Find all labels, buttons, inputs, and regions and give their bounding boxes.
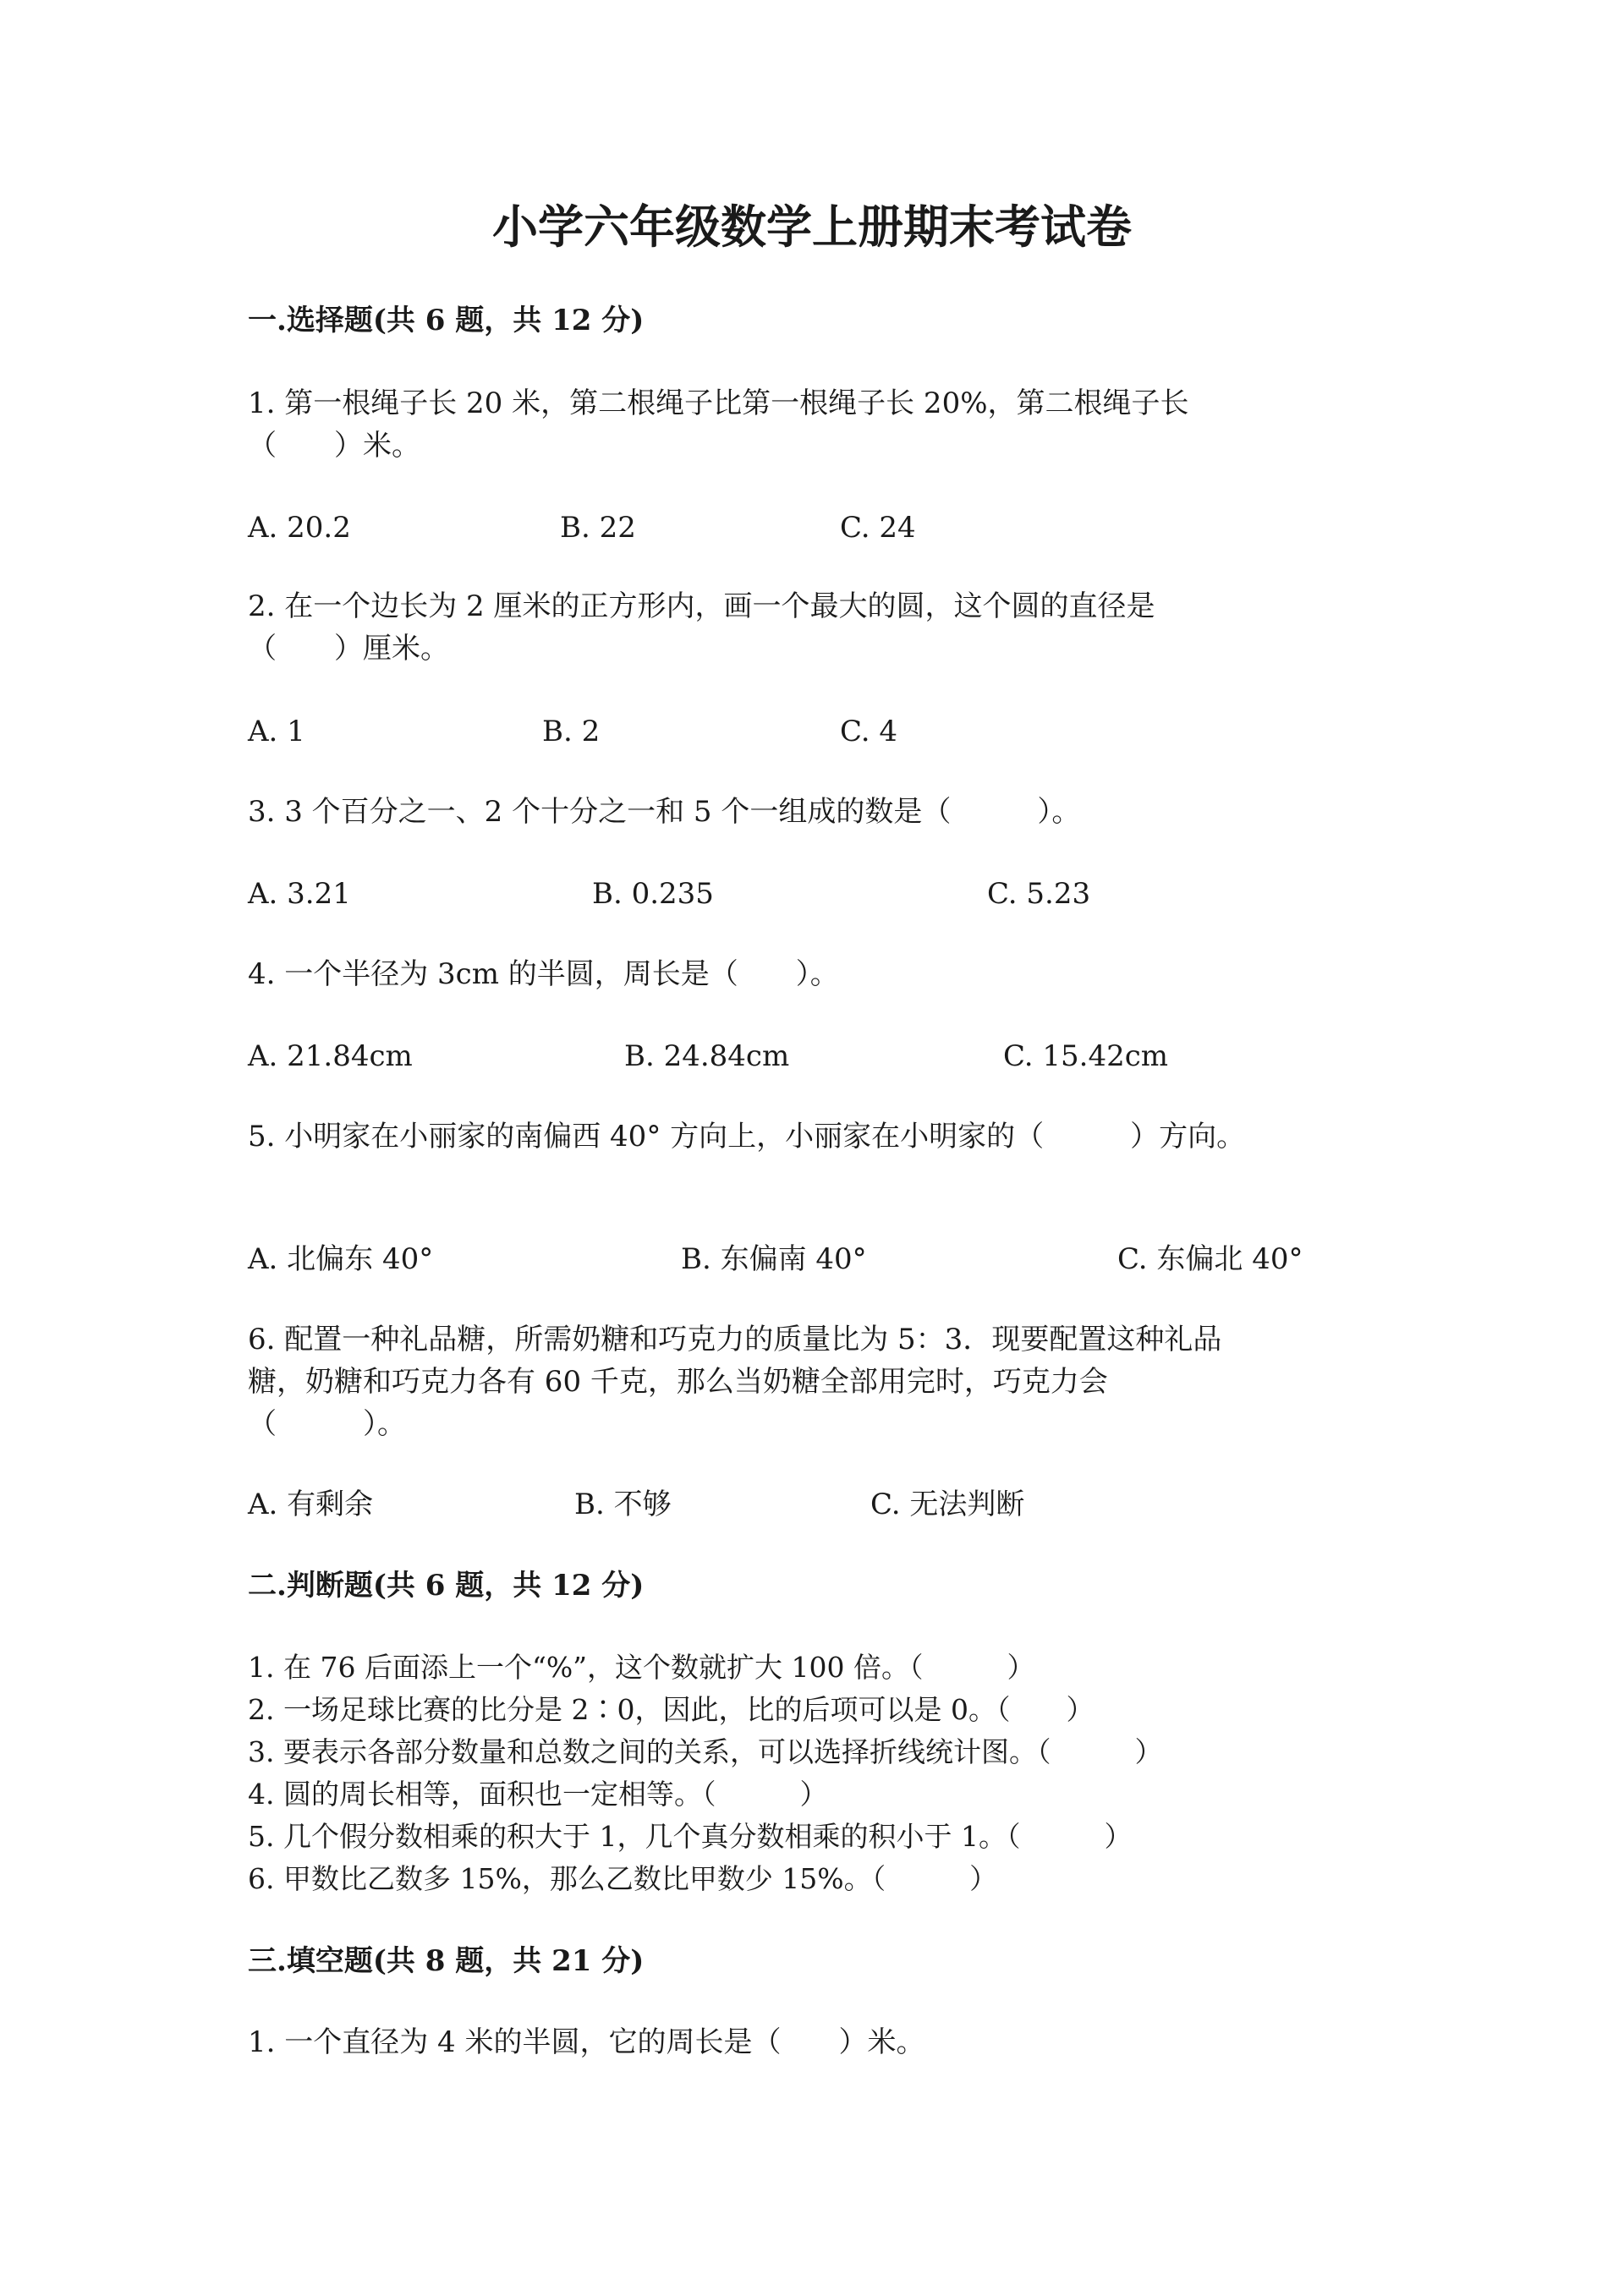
question-2-line-2: （ ）厘米。 <box>248 632 449 666</box>
question-2-option-b: B. 2 <box>542 715 601 748</box>
question-3-line-1: 3. 3 个百分之一、2 个十分之一和 5 个一组成的数是（ ）。 <box>248 795 1081 829</box>
question-4-option-c: C. 15.42cm <box>1003 1039 1169 1073</box>
judge-item-5: 5. 几个假分数相乘的积大于 1，几个真分数相乘的积小于 1。（ ） <box>248 1820 1133 1853</box>
question-2-option-a: A. 1 <box>248 715 305 748</box>
question-1-option-a: A. 20.2 <box>248 511 351 545</box>
question-1-option-c: C. 24 <box>840 511 916 545</box>
section-heading-judge: 二.判断题(共 6 题，共 12 分) <box>248 1569 645 1603</box>
question-6-option-a: A. 有剩余 <box>248 1488 374 1521</box>
question-1-line-2: （ ）米。 <box>248 429 420 463</box>
question-5-line-1: 5. 小明家在小丽家的南偏西 40° 方向上，小丽家在小明家的（ ）方向。 <box>248 1120 1246 1153</box>
question-3-option-c: C. 5.23 <box>987 877 1091 911</box>
judge-item-3: 3. 要表示各部分数量和总数之间的关系，可以选择折线统计图。（ ） <box>248 1735 1163 1768</box>
judge-item-4: 4. 圆的周长相等，面积也一定相等。（ ） <box>248 1778 828 1811</box>
question-6-line-2: 糖，奶糖和巧克力各有 60 千克，那么当奶糖全部用完时，巧克力会 <box>248 1365 1108 1399</box>
question-5-option-c: C. 东偏北 40° <box>1117 1242 1303 1276</box>
judge-item-6: 6. 甲数比乙数多 15%，那么乙数比甲数少 15%。（ ） <box>248 1862 998 1895</box>
question-4-option-b: B. 24.84cm <box>624 1039 790 1073</box>
question-2-option-c: C. 4 <box>840 715 898 748</box>
question-6-option-c: C. 无法判断 <box>870 1488 1025 1521</box>
question-6-line-1: 6. 配置一种礼品糖，所需奶糖和巧克力的质量比为 5：3．现要配置这种礼品 <box>248 1323 1222 1356</box>
question-2-line-1: 2. 在一个边长为 2 厘米的正方形内，画一个最大的圆，这个圆的直径是 <box>248 589 1155 623</box>
fill-item-1: 1. 一个直径为 4 米的半圆，它的周长是（ ）米。 <box>248 2025 925 2059</box>
judge-item-2: 2. 一场足球比赛的比分是 2∶0，因此，比的后项可以是 0。（ ） <box>248 1693 1095 1726</box>
section-heading-fill: 三.填空题(共 8 题，共 21 分) <box>248 1944 645 1978</box>
question-1-line-1: 1. 第一根绳子长 20 米，第二根绳子比第一根绳子长 20%，第二根绳子长 <box>248 386 1189 420</box>
question-4-option-a: A. 21.84cm <box>248 1039 413 1073</box>
question-3-option-a: A. 3.21 <box>248 877 351 911</box>
question-5-option-a: A. 北偏东 40° <box>248 1242 434 1276</box>
question-4-line-1: 4. 一个半径为 3cm 的半圆，周长是（ ）。 <box>248 957 839 991</box>
question-5-option-b: B. 东偏南 40° <box>681 1242 867 1276</box>
question-6-line-3: （ ）。 <box>248 1407 406 1441</box>
question-6-option-b: B. 不够 <box>574 1488 672 1521</box>
section-heading-choice: 一.选择题(共 6 题，共 12 分) <box>248 304 645 337</box>
question-1-option-b: B. 22 <box>560 511 636 545</box>
question-3-option-b: B. 0.235 <box>592 877 714 911</box>
judge-item-1: 1. 在 76 后面添上一个“%”，这个数就扩大 100 倍。（ ） <box>248 1651 1035 1684</box>
page-title: 小学六年级数学上册期末考试卷 <box>492 200 1132 254</box>
